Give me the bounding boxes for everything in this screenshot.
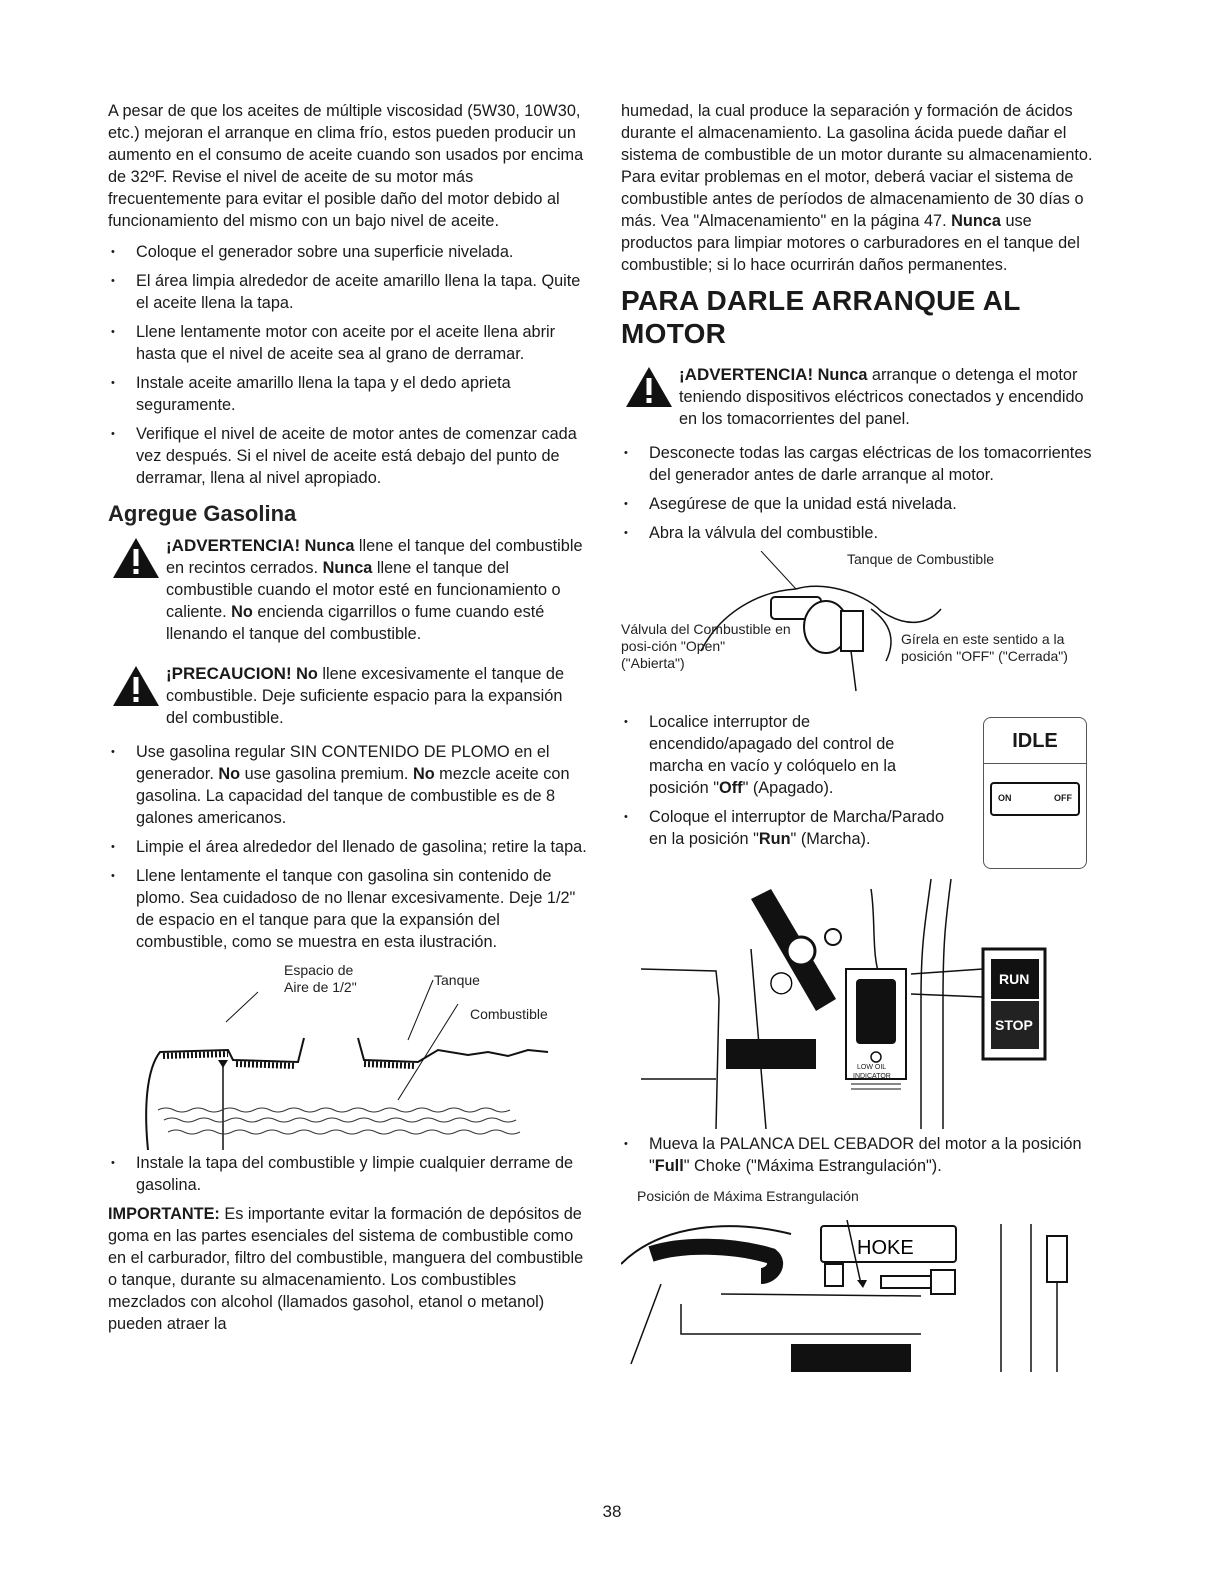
- indicator-label: INDICATOR: [853, 1073, 891, 1080]
- label-valve-open: Válvula del Combustible en posi-ción "Open" ("Abierta"): [621, 621, 791, 671]
- list-item: • El área limpia alrededor de aceite amarillo llena la tapa. Quite el aceite llena la tapa.: [108, 270, 588, 314]
- list-item: • Instale aceite amarillo llena la tapa y el dedo aprieta seguramente.: [108, 372, 588, 416]
- warning-triangle-icon: [112, 665, 160, 707]
- warning-triangle-icon: [112, 537, 160, 579]
- list-item: • Llene lentamente motor con aceite por el aceite llena abrir hasta que el nivel de aceite sea al grano de derramar.: [108, 321, 588, 365]
- list-item: • Coloque el interruptor de Marcha/Parado en la posición "Run" (Marcha).: [621, 806, 951, 850]
- idle-switch-panel: [983, 717, 1087, 869]
- list-item: • Abra la válvula del combustible.: [621, 522, 1101, 544]
- label-fuel-tank: Tanque de Combustible: [847, 551, 995, 567]
- important-paragraph: IMPORTANTE: Es importante evitar la formación de depósitos de goma en las partes esenciales del sistema de combustible como en el carburador, filtro del combustible, manguera del combustible o tanque, durante su almacenamiento. Los combustibles mezclados con alcohol (llamados gasohol, etanol o metanol) pueden atraer la: [108, 1205, 584, 1333]
- warning-keyword: ¡ADVERTENCIA!: [166, 536, 301, 555]
- list-item: • Llene lentamente el tanque con gasolina sin contenido de plomo. Sea cuidadoso de no llenar excesivamente. Deje 1/2" de espacio en el tanque para que la expansión del combustible, como se muestra en esta ilustración.: [108, 865, 588, 953]
- section-heading-gasoline: Agregue Gasolina: [108, 501, 297, 526]
- list-item: • Desconecte todas las cargas eléctricas de los tomacorrientes del generador antes de darle arranque al motor.: [621, 442, 1101, 486]
- label-fuel: Combustible: [470, 1006, 548, 1022]
- caution-block: ¡PRECAUCION! No llene excesivamente el tanque de combustible. Deje suficiente espacio para la expansión del combustible.: [108, 663, 588, 729]
- list-item: • Use gasolina regular SIN CONTENIDO DE PLOMO en el generador. No use gasolina premium. No mezcle aceite con gasolina. La capacidad del tanque de combustible es de 8 galones americanos.: [108, 741, 588, 829]
- oil-intro-paragraph: A pesar de que los aceites de múltiple viscosidad (5W30, 10W30, etc.) mejoran el arranque en clima frío, estos pueden producir un aumento en el consumo de aceite cuando son usados por encima de 32ºF. Revise el nivel de aceite de su motor más frecuentemente para evitar el posible daño del motor debido al funcionamiento del mismo con un bajo nivel de aceite.: [108, 102, 584, 230]
- right-column: [621, 100, 1101, 1374]
- choke-illustration: [621, 1184, 1101, 1374]
- run-label: RUN: [999, 971, 1030, 987]
- idle-off-label: OFF: [1054, 793, 1072, 803]
- list-item: • Mueva la PALANCA DEL CEBADOR del motor a la posición "Full" Choke ("Máxima Estrangulación").: [621, 1133, 1101, 1177]
- caution-keyword: ¡PRECAUCION!: [166, 664, 292, 683]
- label-tank: Tanque: [434, 972, 480, 988]
- page-number: 38: [602, 1502, 622, 1521]
- stop-label: STOP: [995, 1017, 1033, 1033]
- list-item: • Limpie el área alrededor del llenado de gasolina; retire la tapa.: [108, 836, 588, 858]
- warning-triangle-icon: [625, 366, 673, 408]
- list-item: • Verifique el nivel de aceite de motor antes de comenzar cada vez después. Si el nivel de aceite está debajo del punto de derramar, llena al nivel apropiado.: [108, 423, 588, 489]
- storage-continuation-paragraph: humedad, la cual produce la separación y formación de ácidos durante el almacenamiento. La gasolina ácida puede dañar el sistema de combustible de un motor durante su almacenamiento. Para evitar problemas en el motor, deberá vaciar el sistema de combustible antes de períodos de almacenamiento de 30 días o más. Vea "Almacenamiento" en la página 47. Nunca use productos para limpiar motores o carburadores en el tanque del combustible; si lo hace ocurrirán daños permanentes.: [621, 102, 1093, 274]
- label-air-space: Espacio de Aire de 1/2": [284, 962, 357, 995]
- fuel-valve-illustration: [621, 551, 1101, 701]
- warning-keyword: ¡ADVERTENCIA!: [679, 365, 814, 384]
- warning-fuel-block: ¡ADVERTENCIA! Nunca llene el tanque del combustible en recintos cerrados. Nunca llene el tanque del combustible cuando el motor esté en funcionamiento o caliente. No encienda cigarrillos o fume cuando esté llenando el tanque del combustible.: [108, 535, 588, 645]
- fuel-tank-illustration: [108, 960, 588, 1150]
- list-item: • Coloque el generador sobre una superficie nivelada.: [108, 241, 588, 263]
- left-column: [108, 100, 588, 1335]
- idle-switch[interactable]: [990, 782, 1080, 816]
- list-item: • Instale la tapa del combustible y limpie cualquier derrame de gasolina.: [108, 1152, 588, 1196]
- run-stop-switch-illustration: [621, 879, 1101, 1129]
- label-turn-off: Gírela en este sentido a la posición "OFF" ("Cerrada"): [901, 631, 1068, 664]
- section-heading-start: PARA DARLE ARRANQUE AL MOTOR: [621, 285, 1021, 349]
- choke-text: HOKE: [857, 1237, 914, 1259]
- low-oil-label: LOW OIL: [857, 1064, 887, 1071]
- svg-text:◯: ◯: [769, 969, 794, 994]
- warning-electrical-block: ¡ADVERTENCIA! Nunca arranque o detenga el motor teniendo dispositivos eléctricos conectados y encendido en los tomacorrientes del panel.: [621, 364, 1101, 430]
- idle-title: IDLE: [1012, 730, 1058, 752]
- idle-on-label: ON: [998, 793, 1012, 803]
- list-item: • Localice interruptor de encendido/apagado del control de marcha en vacío y colóquelo en la posición "Off" (Apagado).: [621, 711, 951, 799]
- list-item: • Asegúrese de que la unidad está nivelada.: [621, 493, 1101, 515]
- choke-caption: Posición de Máxima Estrangulación: [637, 1188, 859, 1204]
